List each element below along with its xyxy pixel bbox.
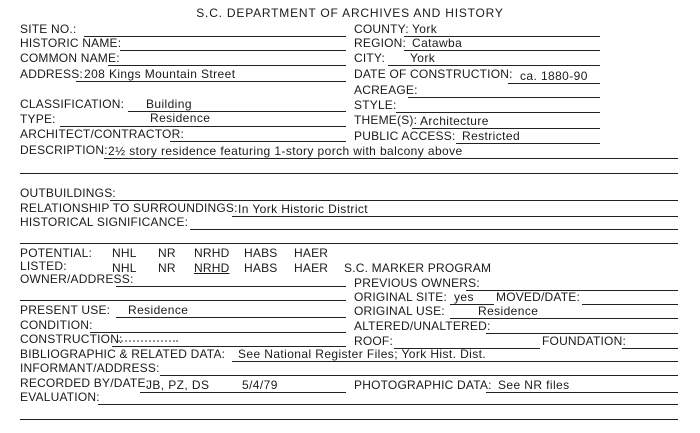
construction-faded-mark: [118, 340, 178, 342]
address-line: [76, 81, 346, 82]
city-value: York: [410, 51, 436, 65]
recorded-by-line: [140, 392, 346, 393]
site-no-line: [84, 36, 346, 37]
city-line: [388, 65, 600, 66]
potential-haer[interactable]: HAER: [294, 246, 329, 260]
bibliographic-line: [232, 361, 678, 362]
potential-nhl[interactable]: NHL: [112, 246, 137, 260]
type-label: TYPE:: [20, 112, 56, 126]
bibliographic-label: BIBLIOGRAPHIC & RELATED DATA:: [20, 347, 226, 361]
date-of-construction-line: [508, 83, 600, 84]
listed-nrhd-selected[interactable]: NRHD: [194, 261, 230, 275]
public-access-value: Restricted: [462, 129, 521, 143]
informant-line: [160, 375, 678, 376]
common-name-label: COMMON NAME:: [20, 51, 120, 65]
description-label: DESCRIPTION:: [20, 143, 108, 157]
outbuildings-label: OUTBUILDINGS:: [20, 186, 116, 200]
historic-name-line: [120, 50, 346, 51]
region-value: Catawba: [412, 36, 463, 50]
classification-label: CLASSIFICATION:: [20, 97, 125, 111]
type-value: Residence: [150, 111, 211, 125]
potential-label: POTENTIAL:: [20, 246, 93, 260]
listed-habs[interactable]: HABS: [244, 261, 278, 275]
owner-address-line-1: [116, 286, 346, 287]
architect-label: ARCHITECT/CONTRACTOR:: [20, 127, 184, 141]
recorded-date-value: 5/4/79: [242, 378, 278, 392]
owner-address-line-2: [20, 300, 346, 301]
bibliographic-value: See National Register Files; York Hist. Dist.: [238, 347, 487, 361]
potential-nr[interactable]: NR: [158, 246, 176, 260]
original-site-label: ORIGINAL SITE:: [354, 290, 448, 304]
photographic-data-label: PHOTOGRAPHIC DATA:: [354, 378, 492, 392]
foundation-label: FOUNDATION:: [542, 334, 626, 348]
public-access-label: PUBLIC ACCESS:: [354, 129, 456, 143]
condition-label: CONDITION:: [20, 318, 93, 332]
informant-label: INFORMANT/ADDRESS:: [20, 361, 160, 375]
themes-value: Architecture: [420, 114, 489, 128]
moved-date-label: MOVED/DATE:: [496, 290, 580, 304]
historical-significance-label: HISTORICAL SIGNIFICANCE:: [20, 215, 189, 229]
present-use-value: Residence: [128, 303, 189, 317]
altered-label: ALTERED/UNALTERED:: [354, 319, 491, 333]
public-access-line: [456, 143, 600, 144]
present-use-label: PRESENT USE:: [20, 303, 111, 317]
listed-label: LISTED:: [20, 259, 67, 273]
listed-nhl[interactable]: NHL: [112, 261, 137, 275]
common-name-line: [108, 65, 346, 66]
original-use-label: ORIGINAL USE:: [354, 304, 445, 318]
relationship-line: [232, 216, 678, 217]
listed-haer[interactable]: HAER: [294, 261, 329, 275]
description-line-1: [104, 158, 678, 159]
form-title: S.C. DEPARTMENT OF ARCHIVES AND HISTORY: [196, 6, 504, 20]
address-value: 208 Kings Mountain Street: [84, 67, 236, 81]
evaluation-label: EVALUATION:: [20, 390, 100, 404]
site-no-label: SITE NO.:: [20, 22, 77, 36]
style-label: STYLE:: [354, 98, 397, 112]
recorded-by-value: JB, PZ, DS: [146, 378, 210, 392]
architect-line: [170, 141, 346, 142]
marker-program-label: S.C. MARKER PROGRAM: [344, 261, 492, 275]
acreage-label: ACREAGE:: [354, 83, 418, 97]
historical-significance-line-2: [20, 243, 678, 244]
relationship-label: RELATIONSHIP TO SURROUNDINGS:: [20, 201, 238, 215]
relationship-value: In York Historic District: [238, 202, 369, 216]
region-label: REGION:: [354, 36, 407, 50]
condition-line: [90, 332, 346, 333]
present-use-line: [116, 317, 346, 318]
listed-nr[interactable]: NR: [158, 261, 176, 275]
classification-value: Building: [146, 97, 192, 111]
moved-date-line: [582, 304, 678, 305]
description-line-2: [20, 173, 678, 174]
potential-nrhd[interactable]: NRHD: [194, 246, 230, 260]
description-value: 2½ story residence featuring 1-story porch with balcony above: [108, 144, 463, 158]
county-label: COUNTY:: [354, 22, 409, 36]
original-site-value: yes: [454, 290, 474, 304]
roof-label: ROOF:: [354, 334, 393, 348]
photographic-data-line: [486, 392, 678, 393]
historical-significance-line-1: [190, 229, 678, 230]
photographic-data-value: See NR files: [498, 378, 570, 392]
owner-address-label: OWNER/ADDRESS:: [20, 272, 134, 286]
evaluation-line-2: [20, 419, 678, 420]
construction-label: CONSTRUCTION:: [20, 332, 123, 346]
original-use-value: Residence: [478, 304, 539, 318]
style-line: [396, 112, 600, 113]
date-of-construction-value: ca. 1880-90: [520, 69, 588, 83]
foundation-line: [622, 348, 678, 349]
recorded-by-label: RECORDED BY/DATE:: [20, 376, 150, 390]
county-value: York: [412, 22, 438, 36]
address-label: ADDRESS:: [20, 67, 83, 81]
city-label: CITY:: [354, 51, 386, 65]
historic-name-label: HISTORIC NAME:: [20, 36, 122, 50]
potential-habs[interactable]: HABS: [244, 246, 278, 260]
date-of-construction-label: DATE OF CONSTRUCTION:: [354, 67, 513, 81]
acreage-line: [408, 97, 600, 98]
previous-owners-label: PREVIOUS OWNERS:: [354, 276, 480, 290]
themes-label: THEME(S):: [354, 113, 418, 127]
evaluation-line-1: [98, 404, 678, 405]
